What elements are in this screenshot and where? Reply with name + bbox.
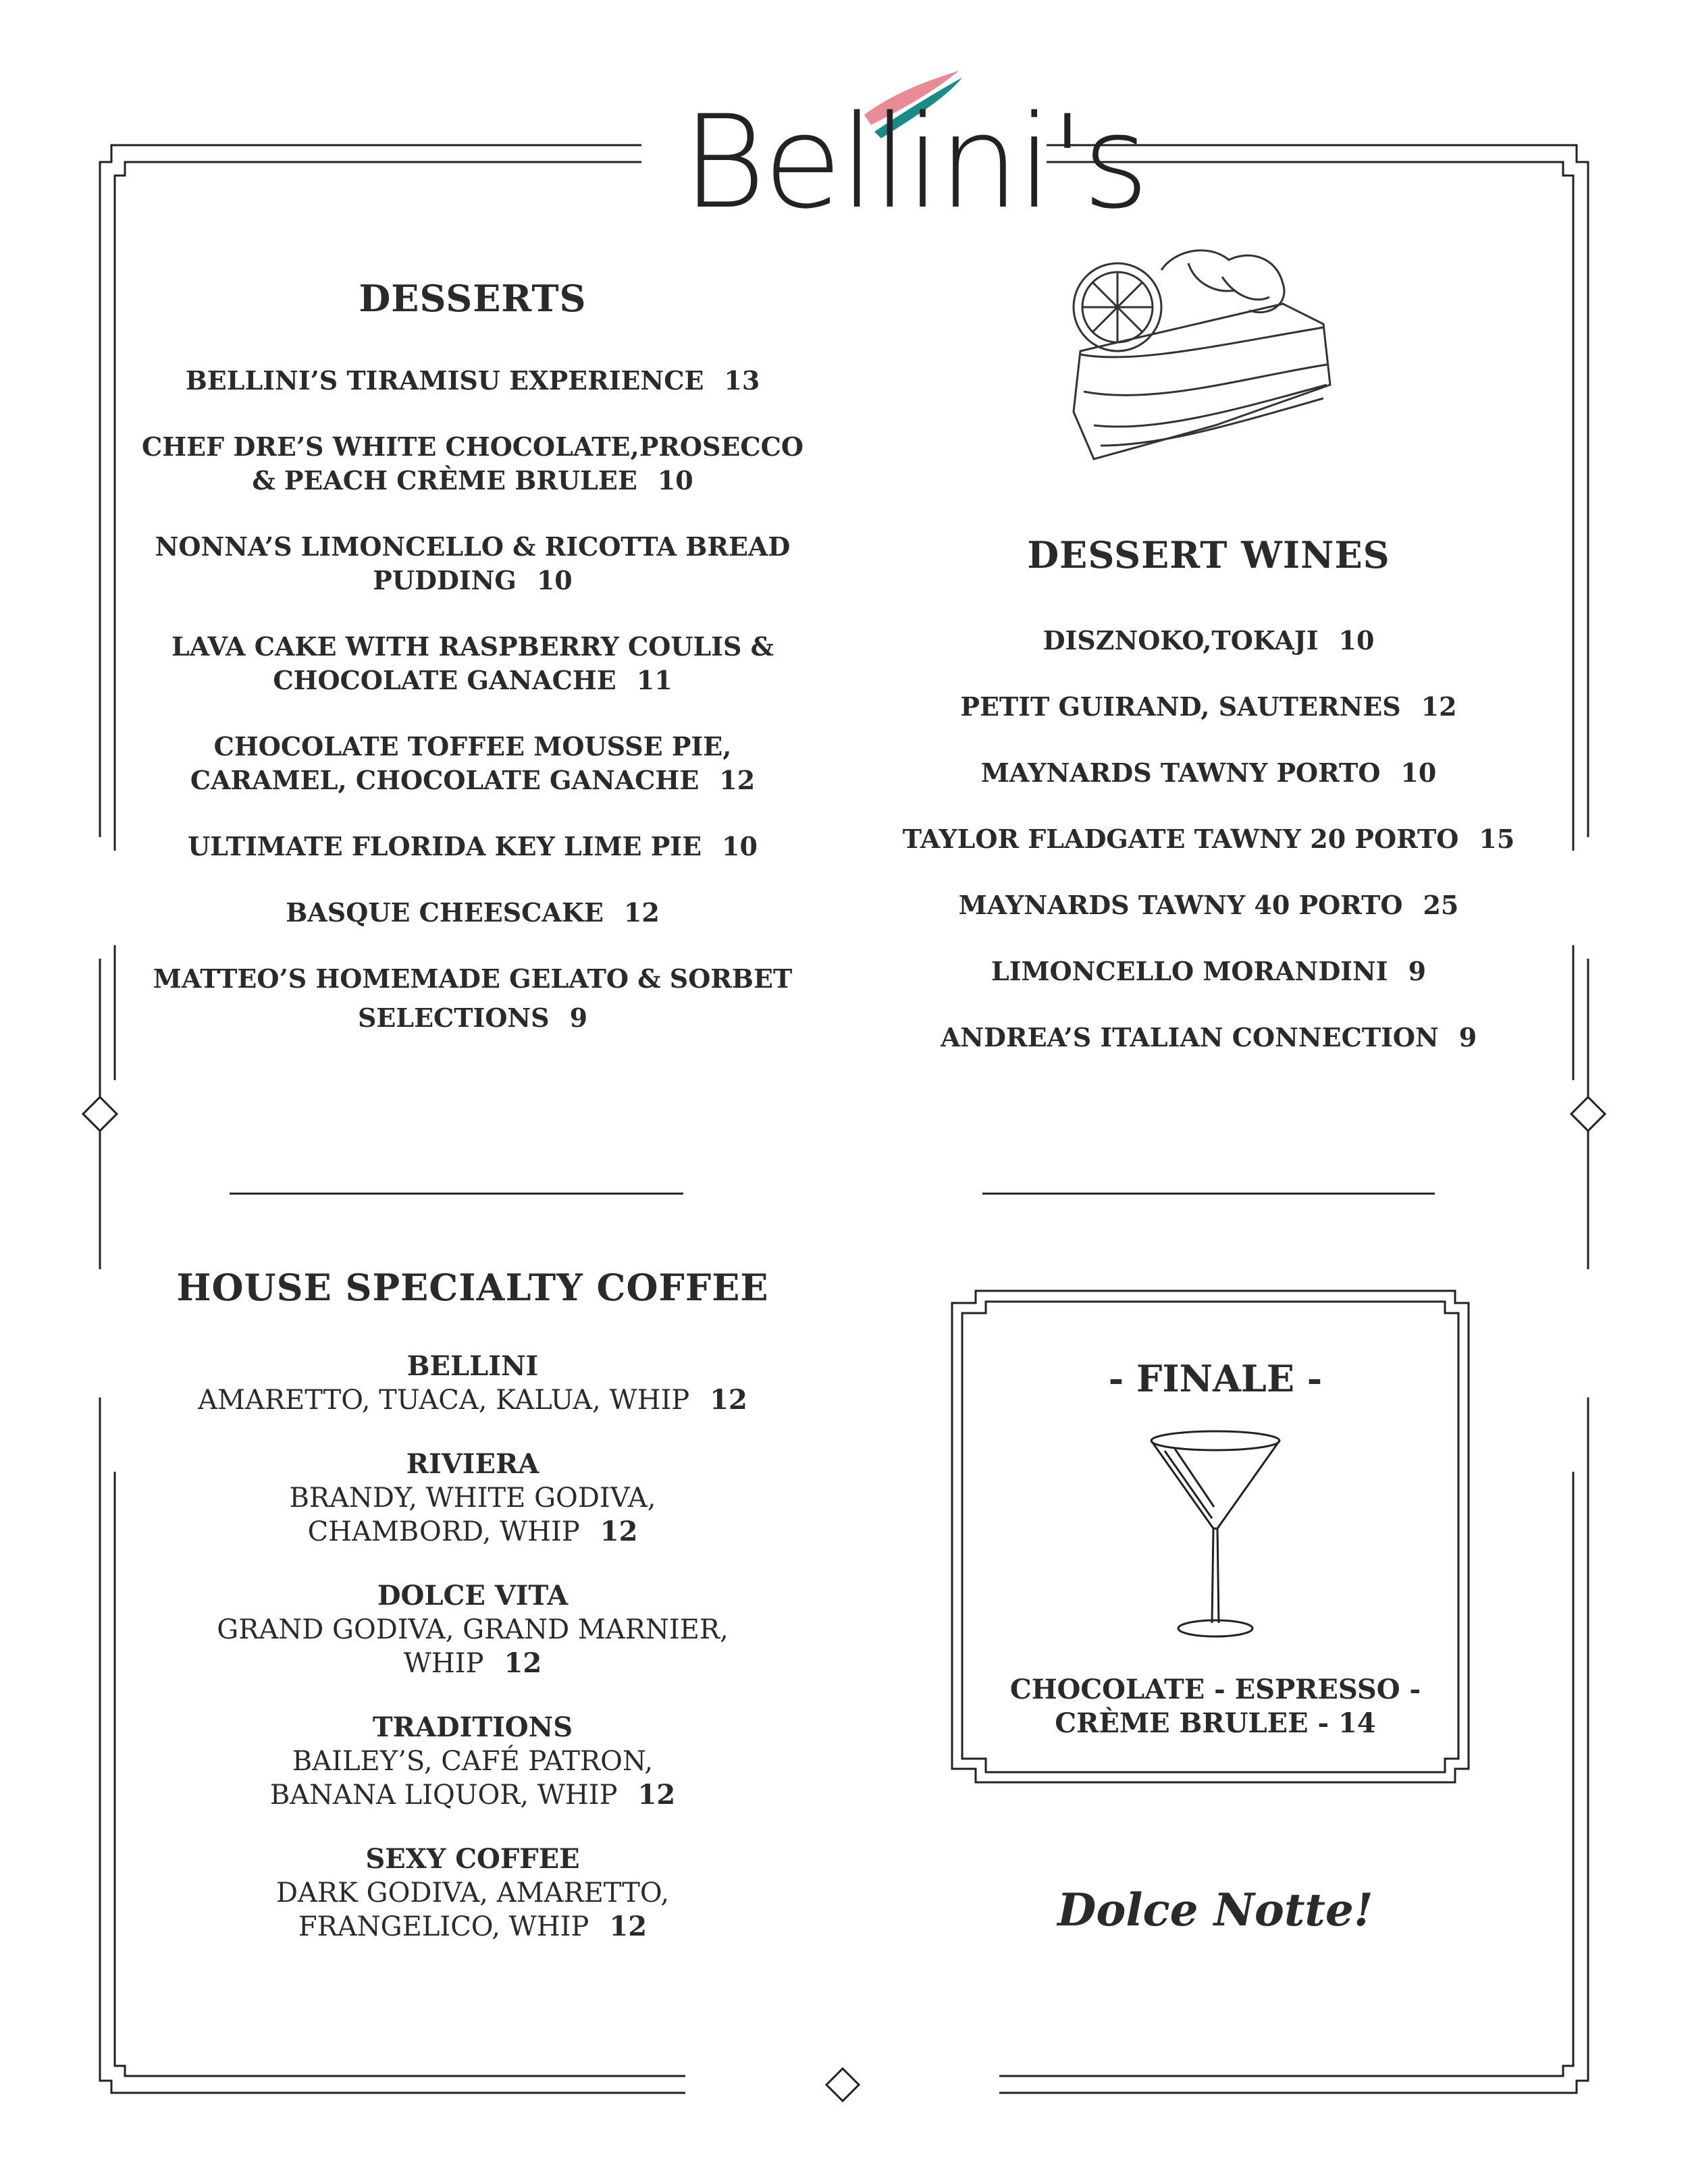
coffee-price: 12 [504,1647,542,1679]
coffee-item [135,1579,810,1680]
dessert-item [135,962,810,1035]
dessert-name: BASQUE CHEESCAKE [286,897,604,928]
wine-name: MAYNARDS TAWNY PORTO [980,757,1381,788]
coffee-description: BAILEY’S, CAFÉ PATRON, [292,1746,654,1777]
coffee-description: BANANA LIQUOR, WHIP [269,1780,618,1811]
dessert-price: 11 [636,665,672,695]
dessert-name: LAVA CAKE WITH RASPBERRY COULIS & [172,631,774,662]
coffee-description-line [135,1910,810,1944]
dessert-item-line [135,730,810,764]
dessert-name: CHOCOLATE GANACHE [273,665,616,695]
coffee-description-line [135,1876,810,1910]
wine-item [898,1021,1519,1055]
dessert-item-line [135,630,810,664]
coffee-description: DARK GODIVA, AMARETTO, [275,1877,670,1909]
wine-name: PETIT GUIRAND, SAUTERNES [960,691,1401,722]
coffee-description-line [135,1778,810,1812]
wine-name: TAYLOR FLADGATE TAWNY 20 PORTO [902,824,1459,854]
dessert-item [135,430,810,498]
dessert-price: 10 [657,465,693,496]
desserts-list [135,364,810,1035]
coffee-item [135,1350,810,1417]
dessert-name: MATTEO’S HOMEMADE GELATO & SORBET [153,963,793,994]
wine-name: LIMONCELLO MORANDINI [991,956,1388,986]
wine-price: 10 [1400,757,1437,788]
wine-item [898,955,1519,988]
coffee-price: 12 [609,1911,648,1942]
wine-item [898,822,1519,856]
wine-price: 9 [1458,1022,1477,1053]
wine-name: ANDREA’S ITALIAN CONNECTION [940,1022,1439,1053]
wine-item [898,690,1519,724]
coffee-name: RIVIERA [406,1448,539,1480]
wine-price: 25 [1423,890,1459,920]
dolce-notte-text: Dolce Notte! [1057,1884,1373,1936]
dessert-item-line [135,364,810,398]
wine-item [898,624,1519,658]
martini-glass-icon [1148,1427,1283,1643]
finale-line-2: CRÈME BRULEE - 14 [1055,1707,1376,1739]
wine-price: 15 [1479,824,1515,854]
coffee-description: WHIP [403,1648,484,1679]
wine-price: 12 [1421,691,1457,722]
coffee-description-line [135,1515,810,1549]
coffee-price: 12 [600,1516,638,1547]
wine-price: 10 [1338,625,1375,656]
dessert-wines-title: DESSERT WINES [1027,533,1390,577]
coffee-title: HOUSE SPECIALTY COFFEE [176,1266,769,1309]
dessert-item-line [135,464,810,498]
coffee-name: TRADITIONS [372,1711,573,1743]
coffee-item [135,1711,810,1812]
coffee-price: 12 [710,1384,747,1416]
dessert-name: & PEACH CRÈME BRULEE [252,465,637,496]
desserts-section [135,277,810,1035]
dessert-price: 10 [536,565,573,595]
wine-name: MAYNARDS TAWNY 40 PORTO [958,890,1403,920]
logo-wordmark: Bellini's [682,88,1147,237]
dessert-name: ULTIMATE FLORIDA KEY LIME PIE [188,831,702,861]
finale-box [986,1357,1445,1740]
dessert-item-line [135,430,810,464]
coffee-description: CHAMBORD, WHIP [307,1516,580,1547]
dessert-item [135,730,810,797]
dessert-name: SELECTIONS [357,1003,550,1033]
coffee-list [135,1350,810,1944]
coffee-description: AMARETTO, TUACA, KALUA, WHIP [198,1385,690,1416]
dessert-name: BELLINI’S TIRAMISU EXPERIENCE [185,365,704,396]
coffee-item [135,1842,810,1944]
dessert-item-line [135,664,810,697]
wine-price: 9 [1408,956,1427,986]
coffee-description-line [135,1744,810,1778]
dessert-item-line [135,962,810,996]
coffee-description-line [135,1647,810,1680]
dessert-name: CHEF DRE’S WHITE CHOCOLATE,PROSECCO [142,431,803,462]
dessert-item-line [135,896,810,930]
dessert-wines-section [898,533,1519,1087]
dessert-item-line [135,530,810,564]
dessert-name: PUDDING [373,565,517,595]
dessert-price: 13 [724,365,760,396]
coffee-item [135,1447,810,1549]
coffee-price: 12 [637,1779,676,1811]
dessert-item [135,530,810,597]
dessert-item [135,896,810,930]
key-lime-pie-illustration [1053,230,1350,486]
dessert-item-line [135,830,810,863]
wine-item [898,756,1519,790]
dessert-item [135,830,810,863]
dessert-price: 12 [719,765,756,795]
dessert-item-line [135,1001,810,1035]
dessert-wines-list [898,624,1519,1055]
dessert-price: 9 [569,1003,588,1033]
dessert-name: NONNA’S LIMONCELLO & RICOTTA BREAD [155,531,791,562]
finale-title: - FINALE - [1108,1357,1323,1400]
dessert-name: CHOCOLATE TOFFEE MOUSSE PIE, [213,731,732,762]
coffee-description: BRANDY, WHITE GODIVA, [289,1483,656,1514]
dessert-name: CARAMEL, CHOCOLATE GANACHE [190,765,700,795]
dessert-item-line [135,764,810,797]
coffee-description-line [135,1383,810,1417]
closing-section [986,1884,1445,1936]
coffee-description: GRAND GODIVA, GRAND MARNIER, [217,1614,729,1645]
coffee-description-line [135,1613,810,1647]
wine-name: DISZNOKO,TOKAJI [1043,625,1319,656]
coffee-name: SEXY COFFEE [365,1843,580,1875]
coffee-description-line [135,1481,810,1515]
coffee-section [135,1266,810,1974]
finale-line-1: CHOCOLATE - ESPRESSO - [1009,1674,1421,1705]
coffee-name: DOLCE VITA [377,1580,569,1612]
dessert-price: 10 [722,831,758,861]
wine-item [898,888,1519,922]
bellinis-logo [682,68,1147,257]
dessert-item [135,630,810,697]
dessert-item [135,364,810,398]
coffee-name: BELLINI [406,1350,539,1382]
coffee-description: FRANGELICO, WHIP [298,1911,589,1942]
desserts-title: DESSERTS [359,277,587,320]
dessert-price: 12 [623,897,660,928]
dessert-item-line [135,564,810,597]
